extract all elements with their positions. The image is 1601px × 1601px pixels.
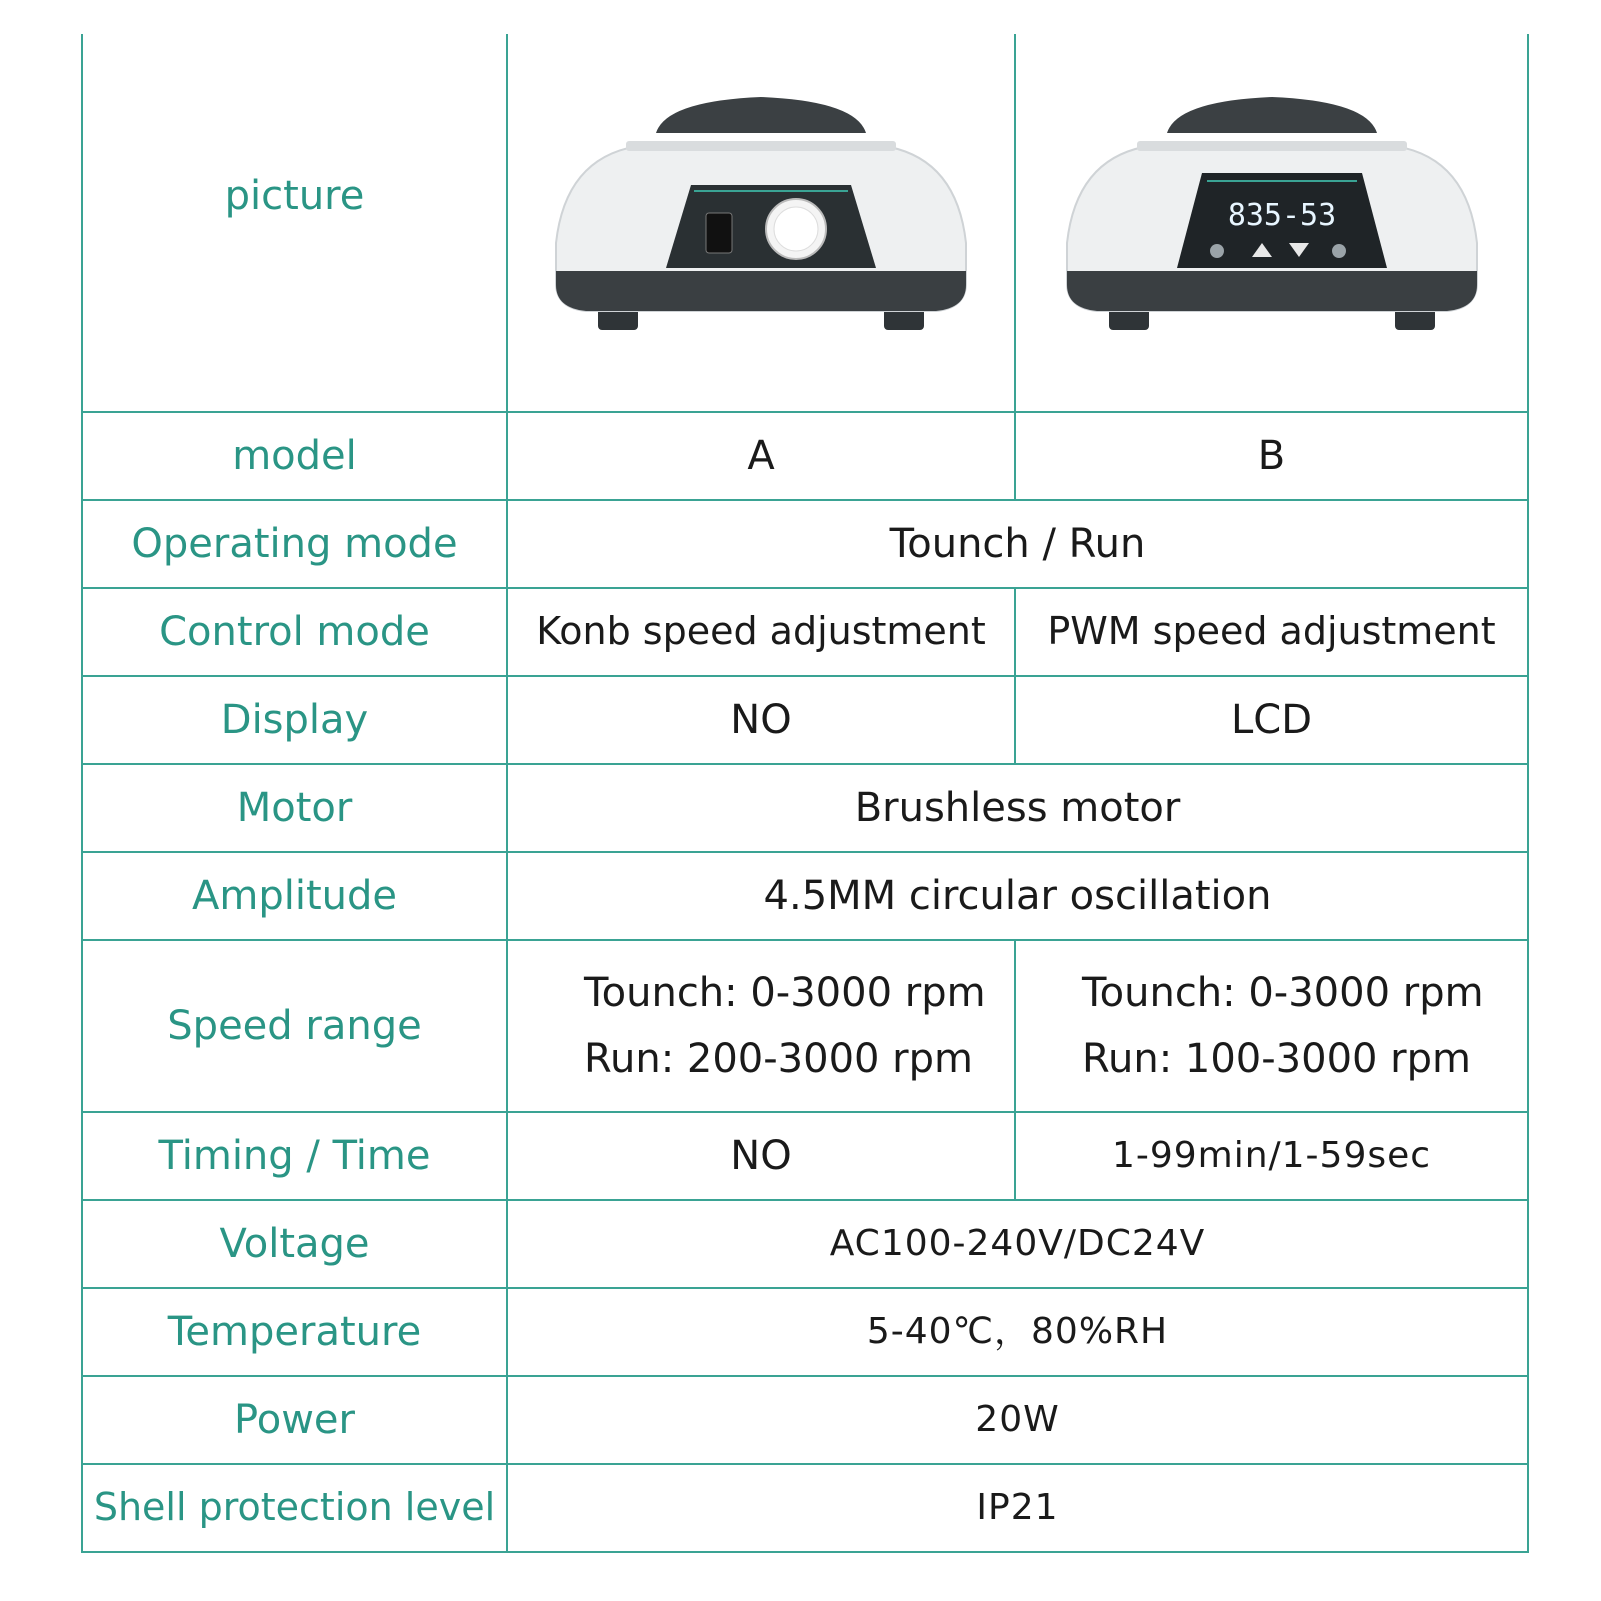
operating-mode-value: Tounch / Run — [507, 500, 1528, 588]
speed-range-b-touch: Tounch: 0-3000 rpm — [1082, 970, 1484, 1016]
row-motor — [82, 764, 1528, 852]
label-shell-protection: Shell protection level — [82, 1464, 507, 1552]
device-a-switch — [706, 213, 732, 253]
control-mode-a: Konb speed adjustment — [507, 588, 1015, 676]
device-b-menu-button — [1210, 244, 1224, 258]
label-picture: picture — [82, 34, 507, 412]
speed-range-a — [507, 940, 1015, 1112]
row-operating-mode — [82, 500, 1528, 588]
row-model — [82, 412, 1528, 500]
label-timing: Timing / Time — [82, 1112, 507, 1200]
picture-device-b — [1015, 34, 1528, 412]
display-b: LCD — [1015, 676, 1528, 764]
display-a: NO — [507, 676, 1015, 764]
power-value: 20W — [507, 1376, 1528, 1464]
label-speed-range: Speed range — [82, 940, 507, 1112]
row-speed-range — [82, 940, 1528, 1112]
amplitude-value: 4.5MM circular oscillation — [507, 852, 1528, 940]
label-operating-mode: Operating mode — [82, 500, 507, 588]
row-picture — [82, 34, 1528, 412]
label-temperature: Temperature — [82, 1288, 507, 1376]
voltage-value: AC100-240V/DC24V — [507, 1200, 1528, 1288]
device-a-image — [546, 93, 976, 353]
speed-range-b-run: Run: 100-3000 rpm — [1082, 1036, 1471, 1082]
device-b-stop-button — [1332, 244, 1346, 258]
row-voltage — [82, 1200, 1528, 1288]
motor-value: Brushless motor — [507, 764, 1528, 852]
model-b: B — [1015, 412, 1528, 500]
shell-protection-value: IP21 — [507, 1464, 1528, 1552]
label-amplitude: Amplitude — [82, 852, 507, 940]
temperature-value: 5-40℃，80%RH — [507, 1288, 1528, 1376]
row-control-mode — [82, 588, 1528, 676]
device-b-cup-head — [1167, 97, 1377, 133]
timing-a: NO — [507, 1112, 1015, 1200]
picture-device-a — [507, 34, 1015, 412]
device-b-lcd-readout: 835-53 — [1227, 197, 1336, 233]
speed-range-b — [1015, 940, 1528, 1112]
label-display: Display — [82, 676, 507, 764]
device-b-image — [1057, 93, 1487, 353]
spec-comparison-table — [81, 34, 1529, 1553]
row-temperature — [82, 1288, 1528, 1376]
device-a-cup-head — [656, 97, 866, 133]
label-motor: Motor — [82, 764, 507, 852]
speed-range-a-run: Run: 200-3000 rpm — [584, 1036, 973, 1082]
row-display — [82, 676, 1528, 764]
label-power: Power — [82, 1376, 507, 1464]
device-b-base-band — [1067, 271, 1477, 311]
label-model: model — [82, 412, 507, 500]
device-a-top-plate — [626, 141, 896, 151]
model-a: A — [507, 412, 1015, 500]
device-a-base-band — [556, 271, 966, 311]
device-b-top-plate — [1137, 141, 1407, 151]
label-voltage: Voltage — [82, 1200, 507, 1288]
speed-range-a-touch: Tounch: 0-3000 rpm — [584, 970, 986, 1016]
timing-b: 1-99min/1-59sec — [1015, 1112, 1528, 1200]
row-shell-protection — [82, 1464, 1528, 1552]
device-a-knob-inner — [774, 207, 818, 251]
row-timing — [82, 1112, 1528, 1200]
row-amplitude — [82, 852, 1528, 940]
row-power — [82, 1376, 1528, 1464]
control-mode-b: PWM speed adjustment — [1015, 588, 1528, 676]
label-control-mode: Control mode — [82, 588, 507, 676]
